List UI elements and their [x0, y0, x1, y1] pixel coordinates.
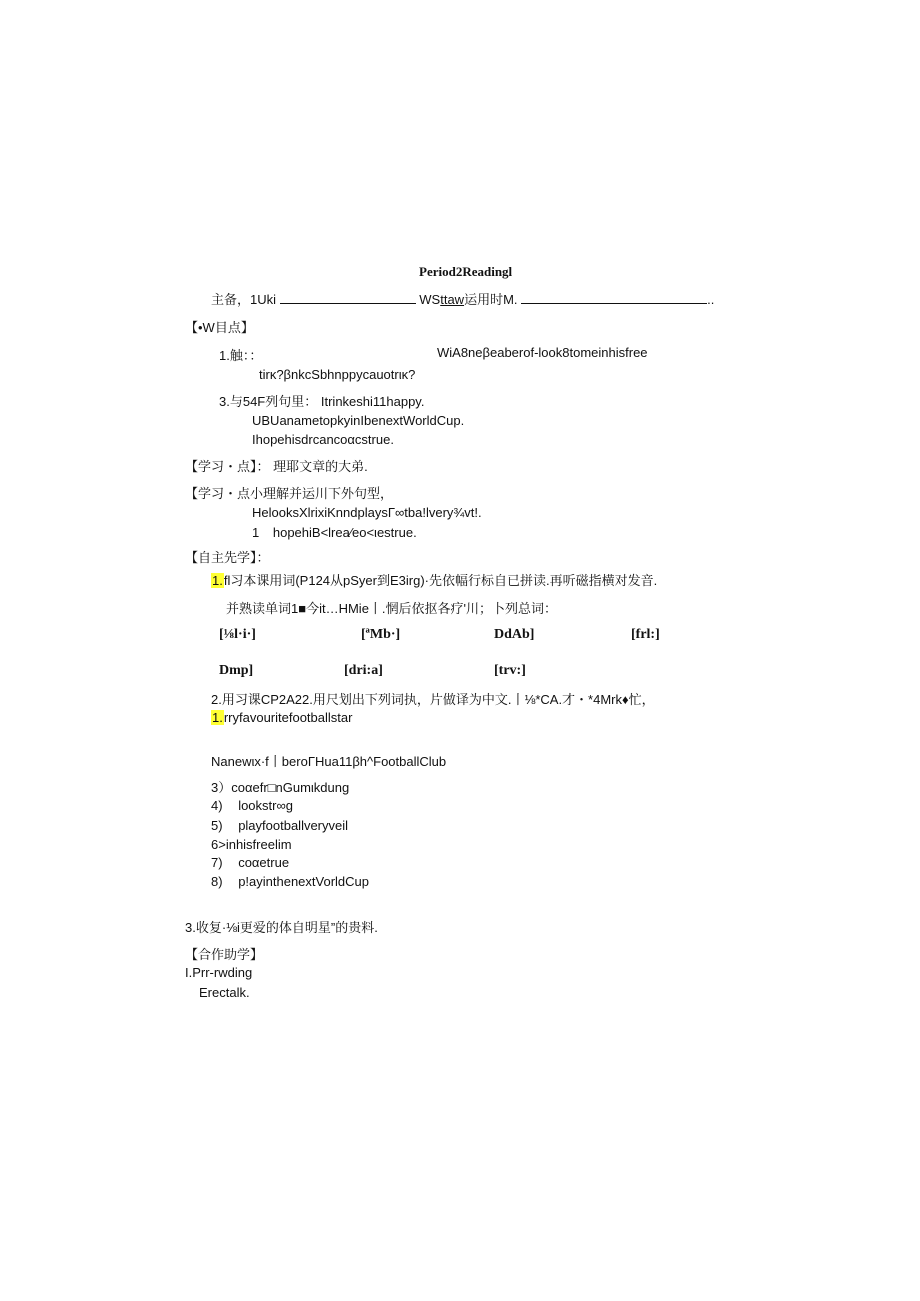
- phonetic-6: [dri:a]: [344, 663, 383, 678]
- phrase-8-num: 8): [211, 874, 223, 889]
- phonetic-3: DdAb]: [494, 627, 535, 642]
- phrase-3: 3）coαefr□nGumιkdung: [211, 780, 350, 795]
- difficult-points-line2-text: hopehiB<lrea∕eo<ιestrue.: [272, 525, 417, 540]
- key-points: [185, 456, 368, 475]
- difficult-points-line2: [252, 525, 417, 540]
- self-study-heading: 【自主先学】：: [185, 550, 270, 565]
- header-ttaw: ttaw: [440, 292, 465, 307]
- phrase-1: [211, 710, 352, 725]
- phrase-4: [211, 798, 293, 813]
- difficult-points-label: 【学习・点小理解并运川下外句型，: [185, 486, 394, 501]
- coop-line-1: I.Prr-rwding: [185, 965, 253, 980]
- difficult-points-line1: HelooksXlrixiKnndplaysΓ∞tba!lvery¾vt!.: [252, 505, 482, 520]
- phrase-7-text: coαetrue: [238, 855, 290, 870]
- phrase-1-text: rryfavouritefootballstar: [223, 710, 353, 725]
- self-study-item-1-cont: 并熟读单词1■今it…HMie丨.惘后依抠各疗'川；卜列总词：: [226, 601, 558, 616]
- header-ws: WS: [419, 292, 441, 307]
- goal-item-3-label: 3.与54F列句里：: [219, 394, 318, 409]
- header-suffix: ..: [707, 292, 715, 307]
- phrase-7-num: 7): [211, 855, 223, 870]
- phonetic-4: [frl:]: [631, 627, 660, 642]
- self-study-item-1-text: fl习本课用词(P124从pSyer到E3irg)·先依幅行标自已拼读.再听磁指横对发音.: [223, 573, 658, 588]
- goals-heading: 【•W目点】: [185, 320, 254, 335]
- date-blank: [521, 291, 707, 304]
- phrase-7: [211, 855, 289, 870]
- preparer-blank: [280, 291, 416, 304]
- self-study-item-1: [211, 570, 657, 589]
- goal-item-3: [219, 391, 424, 410]
- phrase-8-text: p!ayinthenextVorldCup: [238, 874, 369, 889]
- preparer-line: [211, 289, 714, 308]
- self-study-item-2: 2.用习课CP2A22.用尺划出下列词执，片做译为中文.丨⅛*CA.才・*4Mrk♦忙，: [211, 692, 655, 707]
- phrase-5-text: playfootballveryveil: [238, 818, 349, 833]
- goal-item-1-text: WiA8neβeaberof-look8tomeinhisfree: [437, 345, 648, 360]
- phonetic-7: [trv:]: [494, 663, 526, 678]
- phrase-1-num: 1.: [212, 710, 223, 725]
- phrase-4-num: 4): [211, 798, 223, 813]
- coop-heading: 【合作助学】: [185, 947, 264, 962]
- goal-item-1-label: 1.触：：: [219, 348, 263, 363]
- phrase-5-num: 5): [211, 818, 223, 833]
- phrase-2: Nanewιx·f丨beroΓHua11βh^FootballClub: [211, 754, 447, 769]
- phrase-4-text: lookstr∞g: [238, 798, 293, 813]
- self-study-item-3: 3.收复·⅛i更爱的体自明星”的贵料.: [185, 920, 378, 935]
- page-title: Period2Readingl: [419, 264, 513, 279]
- goal-item-3-text: Itrinkeshi11happy.: [320, 394, 425, 409]
- key-points-text: 理耶文章的大弟.: [273, 459, 368, 474]
- coop-line-2: Erectalk.: [199, 985, 250, 1000]
- phrase-6: 6>inhisfreelim: [211, 837, 292, 852]
- goal-item-3-line2: UBUanametopkyinIbenextWorldCup.: [252, 413, 465, 428]
- phrase-8: [211, 874, 369, 889]
- goal-item-1-cont: tirκ?βnkcSbhnppycauotrικ?: [259, 367, 416, 382]
- key-points-label: 【学习・点】：: [185, 459, 270, 474]
- self-study-item-1-num: 1.: [212, 573, 223, 588]
- goal-item-3-line3: Ihopehisdrcancoαcstrue.: [252, 432, 394, 447]
- phonetic-5: Dmp]: [219, 663, 254, 678]
- difficult-points-line2-num: 1: [252, 525, 260, 540]
- phonetic-2: [ªMb·]: [361, 627, 401, 642]
- header-time-label: 运用时M.: [464, 292, 518, 307]
- phrase-5: [211, 818, 348, 833]
- preparer-label: 主备，1Uki: [211, 292, 277, 307]
- phonetic-1: [⅛l·i·]: [219, 627, 256, 642]
